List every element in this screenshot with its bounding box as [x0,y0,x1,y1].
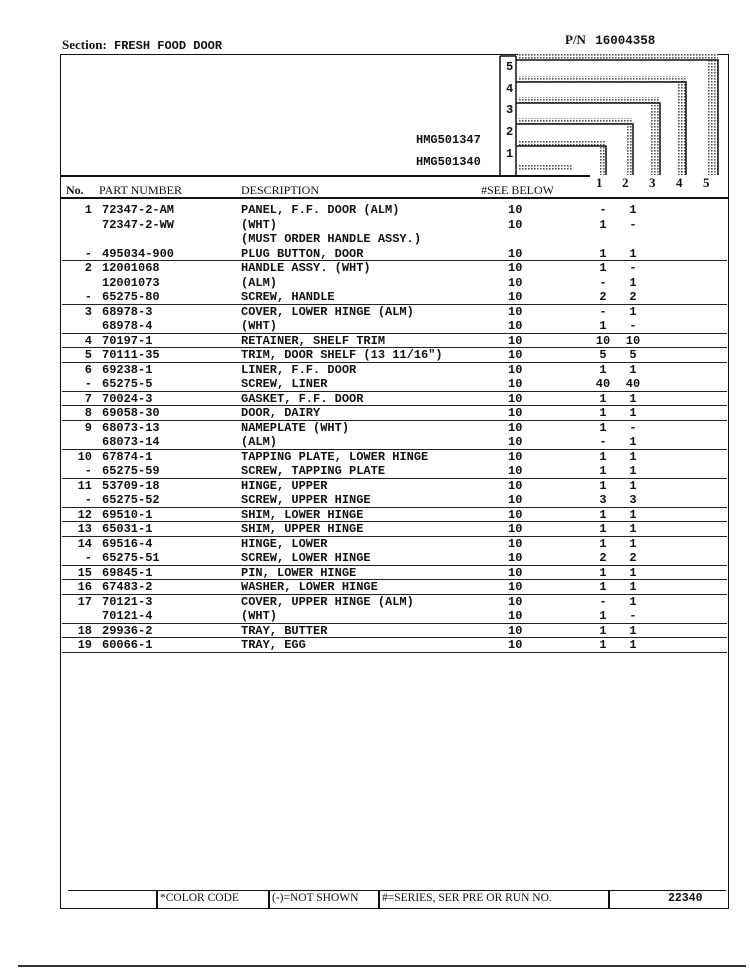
table-row [62,232,727,247]
qty-model-2: - [629,420,637,435]
part-number: 65275-5 [102,377,153,391]
series-number: 10 [508,478,523,493]
part-number: 68073-14 [102,435,160,449]
part-description: SCREW, HANDLE [241,290,335,304]
part-description: PIN, LOWER HINGE [241,565,357,580]
table-row [62,348,727,363]
item-number: 19 [77,638,92,652]
table-row [62,464,727,479]
qty-model-2: 1 [629,623,637,638]
table-row [62,406,727,421]
staircase-shading [518,54,718,175]
qty-model-1: 10 [595,333,611,348]
table-row [62,218,727,233]
part-number: 68978-3 [102,304,153,319]
part-description: HANDLE ASSY. (WHT) [241,261,371,275]
series-number: 10 [508,203,523,217]
series-number: 10 [508,449,523,464]
col-part-number: PART NUMBER [99,183,182,197]
not-shown-note: (-)=NOT SHOWN [272,892,359,904]
qty-model-2: 1 [629,594,637,609]
part-number: 68073-13 [102,420,160,435]
table-row [62,551,727,566]
series-number: 10 [508,420,523,435]
table-row [62,450,727,465]
part-description: WASHER, LOWER HINGE [241,580,378,594]
step-label-3: 3 [506,103,514,117]
parts-table [62,203,727,653]
part-description: GASKET, F.F. DOOR [241,391,364,406]
item-number: 15 [77,565,92,580]
part-number: 69510-1 [102,507,153,522]
item-number: 14 [77,536,92,551]
item-number: 5 [84,348,92,362]
qty-model-1: - [599,304,607,319]
qty-model-2: 1 [629,362,637,377]
qty-model-2: 1 [629,435,637,449]
qty-model-2: 1 [629,565,637,580]
col-see-below: #SEE BELOW [481,183,554,197]
part-number-heading [565,32,655,48]
series-number: 10 [508,565,523,580]
qty-model-1: 1 [599,217,607,232]
step-label-2: 2 [506,125,514,139]
section-heading [62,37,222,53]
header-top-rule [60,175,590,177]
part-description: SHIM, UPPER HINGE [241,522,364,536]
qty-model-2: 1 [629,507,637,522]
item-number: - [84,551,92,565]
qty-model-2: 1 [629,638,637,652]
part-number: 65031-1 [102,522,153,536]
series-number: 10 [508,609,523,623]
qty-model-1: 1 [599,406,607,420]
model-number-1: HMG501347 [416,133,481,147]
part-description: SHIM, LOWER HINGE [241,507,364,522]
qty-model-1: - [599,435,607,449]
part-number: 67483-2 [102,580,153,594]
part-number: 70111-35 [102,348,160,362]
part-number: 495034-900 [102,246,175,261]
part-number: 69058-30 [102,406,160,420]
qty-model-2: 1 [629,449,637,464]
qty-model-2: 1 [629,304,637,319]
qty-model-2: - [629,609,637,623]
part-number: 70121-4 [102,609,153,623]
part-description: COVER, UPPER HINGE (ALM) [241,594,414,609]
item-number: 4 [84,333,92,348]
table-row [62,638,727,653]
table-row [62,363,727,378]
part-description: PANEL, F.F. DOOR (ALM) [241,203,400,217]
series-number: 10 [508,391,523,406]
qty-model-2: 2 [629,290,637,304]
pn-label: P/N [565,32,586,47]
qty-model-2: 1 [629,580,637,594]
col-no: No. [66,183,84,197]
item-number: - [84,464,92,478]
qty-model-1: 2 [599,551,607,565]
part-number: 70197-1 [102,333,153,348]
qty-model-1: - [599,594,607,609]
series-number: 10 [508,493,523,507]
model-col-5: 5 [703,175,710,190]
part-number: 65275-59 [102,464,160,478]
qty-model-1: 1 [599,522,607,536]
part-description: (MUST ORDER HANDLE ASSY.) [241,232,422,246]
qty-model-1: - [599,203,607,217]
model-col-4: 4 [676,175,683,190]
series-number: 10 [508,333,523,348]
table-row [62,624,727,639]
qty-model-1: 1 [599,565,607,580]
part-description: SCREW, LOWER HINGE [241,551,371,565]
series-number: 10 [508,522,523,536]
series-number: 10 [508,435,523,449]
series-number: 10 [508,536,523,551]
table-row [62,261,727,276]
qty-model-1: 1 [599,391,607,406]
qty-model-1: 1 [599,536,607,551]
part-description: RETAINER, SHELF TRIM [241,333,386,348]
table-row [62,522,727,537]
part-number: 12001068 [102,261,160,275]
section-value: FRESH FOOD DOOR [114,39,223,53]
qty-model-2: 1 [629,275,637,290]
table-row [62,566,727,581]
qty-model-1: 2 [599,290,607,304]
part-description: HINGE, LOWER [241,536,328,551]
table-row [62,247,727,262]
qty-model-2: 1 [629,536,637,551]
qty-model-1: 3 [599,493,607,507]
qty-model-2: 1 [629,203,637,217]
item-number: 11 [77,478,92,493]
part-description: HINGE, UPPER [241,478,328,493]
series-number: 10 [508,261,523,275]
part-description: (WHT) [241,217,278,232]
item-number: 18 [77,623,92,638]
qty-model-1: 1 [599,362,607,377]
table-row [62,508,727,523]
part-description: PLUG BUTTON, DOOR [241,246,364,261]
qty-model-2: - [629,319,637,333]
series-number: 10 [508,406,523,420]
qty-model-1: 1 [599,319,607,333]
part-number: 65275-52 [102,493,160,507]
part-description: NAMEPLATE (WHT) [241,420,350,435]
item-number: 13 [77,522,92,536]
qty-model-2: 1 [629,464,637,478]
qty-model-1: 40 [595,377,611,391]
model-number-2: HMG501340 [416,155,481,169]
part-number: 72347-2-AM [102,203,175,217]
item-number: - [84,246,92,261]
part-number: 69238-1 [102,362,153,377]
step-label-4: 4 [506,82,514,96]
part-description: DOOR, DAIRY [241,406,321,420]
item-number: 17 [77,594,92,609]
table-row [62,305,727,320]
qty-model-1: 1 [599,580,607,594]
table-row [62,609,727,624]
series-number: 10 [508,217,523,232]
part-number: 70024-3 [102,391,153,406]
item-number: 12 [77,507,92,522]
qty-model-1: 5 [599,348,607,362]
part-number: 65275-80 [102,290,160,304]
qty-model-2: 1 [629,406,637,420]
item-number: 7 [84,391,92,406]
part-number: 60066-1 [102,638,153,652]
page-bottom-rule [18,965,746,967]
qty-model-1: 1 [599,464,607,478]
series-number: 10 [508,304,523,319]
series-number: 10 [508,290,523,304]
item-number: 3 [84,304,92,319]
qty-model-1: 1 [599,623,607,638]
part-description: SCREW, TAPPING PLATE [241,464,386,478]
part-number: 68978-4 [102,319,153,333]
part-description: (ALM) [241,435,278,449]
model-col-2: 2 [622,175,629,190]
part-number: 12001073 [102,275,160,290]
part-description: TRIM, DOOR SHELF (13 11/16") [241,348,443,362]
qty-model-2: 40 [625,377,641,391]
qty-model-2: - [629,217,637,232]
part-description: (WHT) [241,609,278,623]
qty-model-2: 5 [629,348,637,362]
qty-model-1: 1 [599,507,607,522]
part-description: SCREW, UPPER HINGE [241,493,371,507]
part-number: 69516-4 [102,536,153,551]
table-row [62,479,727,494]
series-number: 10 [508,362,523,377]
qty-model-1: 1 [599,638,607,652]
item-number: 16 [77,580,92,594]
qty-model-2: - [629,261,637,275]
part-number: 69845-1 [102,565,153,580]
series-number: 10 [508,377,523,391]
part-description: TRAY, EGG [241,638,306,652]
step-label-1: 1 [506,147,514,161]
pn-value: 16004358 [595,34,656,48]
section-label: Section: [62,37,107,52]
qty-model-2: 3 [629,493,637,507]
qty-model-1: 1 [599,478,607,493]
part-description: SCREW, LINER [241,377,328,391]
col-description: DESCRIPTION [241,183,320,197]
footer-legend [68,890,726,908]
table-row [62,435,727,450]
series-number: 10 [508,507,523,522]
qty-model-2: 1 [629,478,637,493]
part-number: 72347-2-WW [102,217,175,232]
item-number: - [84,290,92,304]
series-number: 10 [508,275,523,290]
table-row [62,537,727,552]
table-row [62,377,727,392]
series-number: 10 [508,623,523,638]
part-number: 29936-2 [102,623,153,638]
model-col-1: 1 [596,175,603,190]
series-number: 10 [508,638,523,652]
series-number: 10 [508,348,523,362]
qty-model-1: 1 [599,261,607,275]
series-number: 10 [508,246,523,261]
item-number: 9 [84,420,92,435]
part-number: 53709-18 [102,478,160,493]
item-number: 1 [84,203,92,217]
item-number: 2 [84,261,92,275]
qty-model-2: 2 [629,551,637,565]
part-description: TAPPING PLATE, LOWER HINGE [241,449,429,464]
table-row [62,580,727,595]
table-row [62,203,727,218]
table-row [62,392,727,407]
color-code-note: *COLOR CODE [160,892,239,904]
item-number: 10 [77,449,92,464]
table-row [62,595,727,610]
part-description: (WHT) [241,319,278,333]
model-col-3: 3 [649,175,656,190]
qty-model-1: 1 [599,609,607,623]
series-number: 10 [508,464,523,478]
series-number: 10 [508,594,523,609]
model-column-staircase [60,54,729,180]
part-number: 67874-1 [102,449,153,464]
qty-model-2: 1 [629,246,637,261]
item-number: - [84,493,92,507]
document-code: 22340 [668,892,703,905]
part-description: (ALM) [241,275,278,290]
table-row [62,290,727,305]
item-number: 8 [84,406,92,420]
table-row [62,319,727,334]
series-number: 10 [508,551,523,565]
series-note: #=SERIES, SER PRE OR RUN NO. [382,892,552,904]
part-number: 65275-51 [102,551,160,565]
part-description: COVER, LOWER HINGE (ALM) [241,304,414,319]
qty-model-1: 1 [599,420,607,435]
qty-model-2: 10 [625,333,641,348]
part-description: TRAY, BUTTER [241,623,328,638]
table-row [62,493,727,508]
series-number: 10 [508,580,523,594]
qty-model-2: 1 [629,391,637,406]
item-number: 6 [84,362,92,377]
table-row [62,421,727,436]
qty-model-1: 1 [599,246,607,261]
part-number: 70121-3 [102,594,153,609]
item-number: - [84,377,92,391]
part-description: LINER, F.F. DOOR [241,362,357,377]
step-label-5: 5 [506,60,514,74]
series-number: 10 [508,319,523,333]
table-row [62,276,727,291]
qty-model-2: 1 [629,522,637,536]
qty-model-1: - [599,275,607,290]
table-row [62,334,727,349]
qty-model-1: 1 [599,449,607,464]
